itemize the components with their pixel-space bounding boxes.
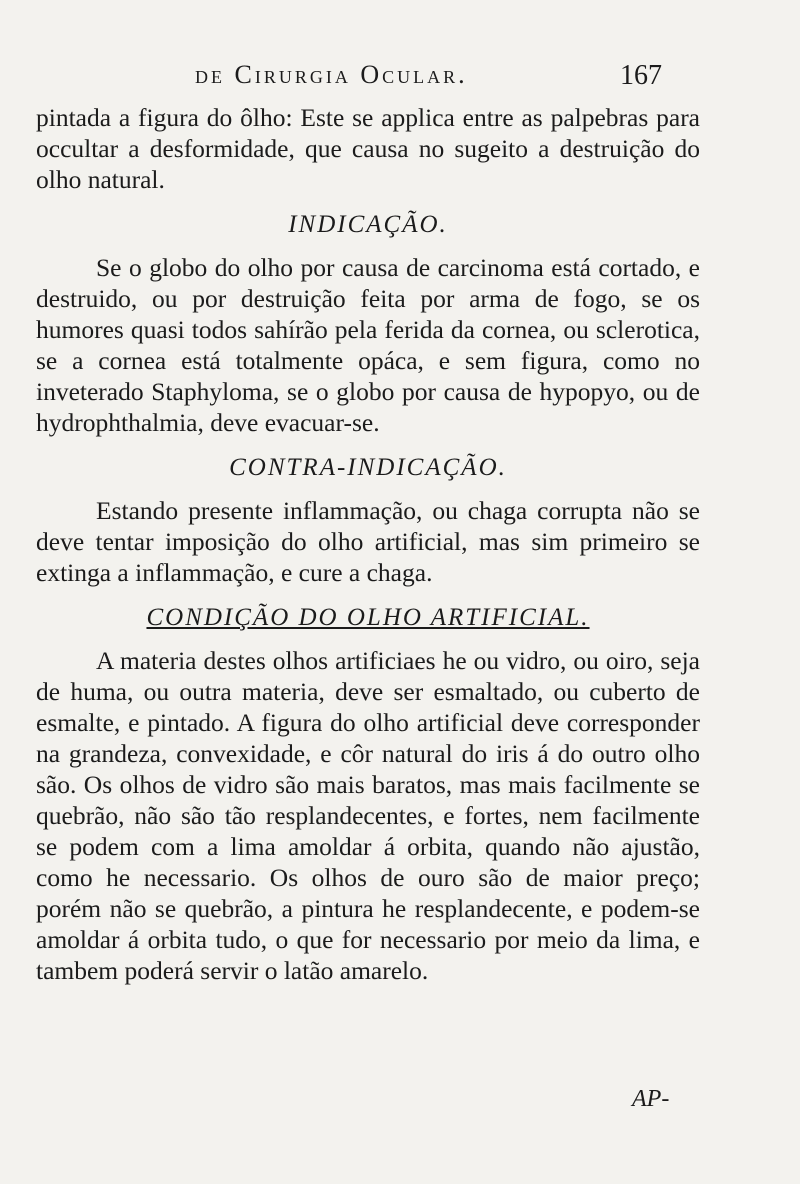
section-heading-condicao: CONDIÇÃO DO OLHO ARTIFICIAL. xyxy=(146,604,590,631)
section-text-contra-indicacao: Estando presente inflammação, ou chaga corrupta não se deve tentar imposição do olho artificial, mas sim primeiro se extinga a inflammação, e cure a chaga. xyxy=(36,496,700,587)
page-number: 167 xyxy=(620,60,662,91)
page-header xyxy=(0,60,800,100)
section-text-indicacao: Se o globo do olho por causa de carcinoma está cortado, e destruido, ou por destruição feita por arma de fogo, se os humores quasi todos sahírão pela ferida da cornea, ou sclerotica, se a cornea está totalmente opáca, e sem figura, como no inveterado Staphyloma, se o globo por causa de hypopyo, ou de hydrophthalmia, deve evacuar-se. xyxy=(36,253,700,437)
running-title: de Cirurgia Ocular. xyxy=(195,60,468,89)
body-text xyxy=(36,102,700,986)
section-heading-indicacao: INDICAÇÃO. xyxy=(288,211,448,238)
section-heading-contra-indicacao: CONTRA-INDICAÇÃO. xyxy=(229,454,507,481)
paragraph-continuation: pintada a figura do ôlho: Este se applica entre as palpebras para occultar a desformidade, que causa no sugeito a destruição do olho natural. xyxy=(36,103,700,194)
section-text-condicao: A materia destes olhos artificiaes he ou vidro, ou oiro, seja de huma, ou outra materia, deve ser esmaltado, ou cuberto de esmalte, e pintado. A figura do olho artificial deve corresponder na grandeza, convexidade, e côr natural do iris á do outro olho são. Os olhos de vidro são mais baratos, mas mais facilmente se quebrão, não são tão resplandecentes, e fortes, nem facilmente se podem com a lima amoldar á orbita, quando não ajustão, como he necessario. Os olhos de ouro são de maior preço; porém não se quebrão, a pintura he resplandecente, e podem-se amoldar á orbita tudo, o que for necessario por meio da lima, e tambem poderá servir o latão amarelo. xyxy=(36,646,700,985)
catchword: AP- xyxy=(632,1086,670,1112)
